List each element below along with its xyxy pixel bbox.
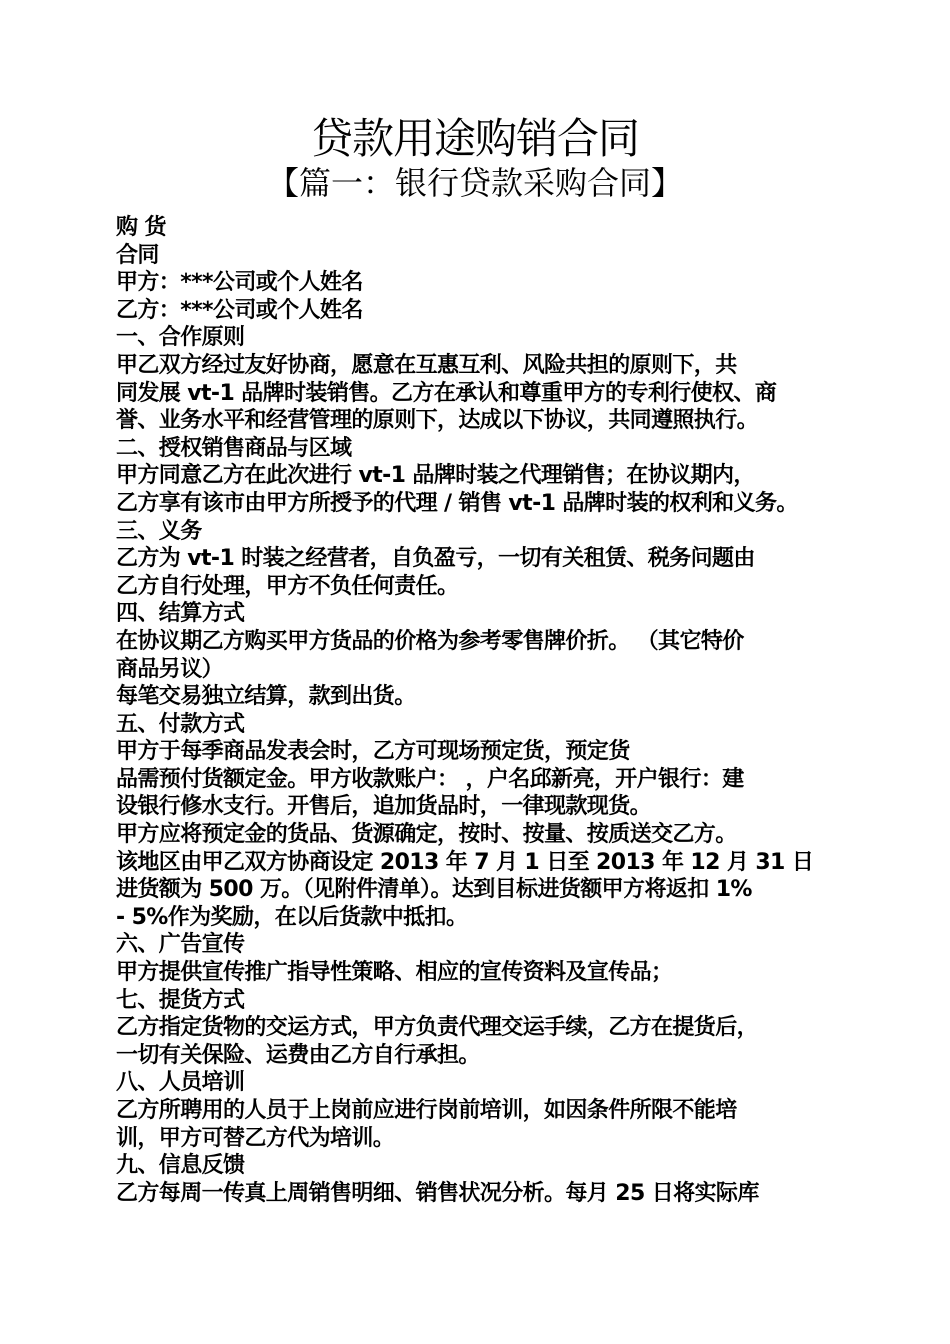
document-line: 同发展 vt-1 品牌时装销售。乙方在承认和尊重甲方的专利行使权、商: [116, 380, 777, 406]
document-title: 贷款用途购销合同: [310, 114, 639, 163]
document-line: - 5%作为奖励，在以后货款中抵扣。: [116, 904, 468, 930]
document-line: 设银行修水支行。开售后，追加货品时，一律现款现货。: [116, 794, 652, 820]
document-line: 乙方自行处理，甲方不负任何责任。: [116, 573, 459, 599]
document-line: 甲乙双方经过友好协商，愿意在互惠互利、风险共担的原则下，共: [116, 352, 737, 378]
document-line: 一切有关保险、运费由乙方自行承担。: [116, 1042, 480, 1068]
document-subtitle: 【篇一：银行贷款采购合同】: [266, 164, 683, 202]
document-line: 每笔交易独立结算，款到出货。: [116, 684, 416, 710]
document-line: 甲方同意乙方在此次进行 vt-1 品牌时装之代理销售；在协议期内，: [116, 463, 755, 489]
document-line: 四、结算方式: [116, 601, 245, 627]
document-line: 甲方提供宣传推广指导性策略、相应的宣传资料及宣传品；: [116, 960, 673, 986]
document-line: 七、提货方式: [116, 987, 245, 1013]
document-line: 乙方：***公司或个人姓名: [116, 297, 363, 323]
document-line: 合同: [116, 242, 159, 268]
document-line: 六、广告宣传: [116, 932, 245, 958]
document-line: 进货额为 500 万。（见附件清单）。达到目标进货额甲方将返扣 1%: [116, 877, 752, 903]
document-line: 训，甲方可替乙方代为培训。: [116, 1125, 395, 1151]
document-body: [116, 214, 856, 1207]
document-line: 品需预付货额定金。甲方收款账户： ，户名邱新亮，开户银行：建: [116, 766, 744, 792]
document-line: 甲方：***公司或个人姓名: [116, 270, 363, 296]
document-line: 誉、业务水平和经营管理的原则下，达成以下协议，共同遵照执行。: [116, 408, 759, 434]
document-line: 五、付款方式: [116, 711, 245, 737]
document-line: 甲方于每季商品发表会时，乙方可现场预定货，预定货: [116, 739, 630, 765]
document-line: 九、信息反馈: [116, 1153, 245, 1179]
document-line: 乙方所聘用的人员于上岗前应进行岗前培训，如因条件所限不能培: [116, 1098, 737, 1123]
document-line: 该地区由甲乙双方协商设定 2013 年 7 月 1 日至 2013 年 12 月 31 日: [116, 849, 814, 875]
document-line: 一、合作原则: [116, 325, 245, 351]
document-line: 在协议期乙方购买甲方货品的价格为参考零售牌价折。 （其它特价: [116, 628, 744, 654]
document-line: 乙方享有该市由甲方所授予的代理 / 销售 vt-1 品牌时装的权利和义务。: [116, 490, 798, 516]
document-line: 甲方应将预定金的货品、货源确定，按时、按量、按质送交乙方。: [116, 822, 737, 848]
document-line: 乙方指定货物的交运方式，甲方负责代理交运手续，乙方在提货后，: [116, 1015, 759, 1041]
document-line: 八、人员培训: [116, 1070, 245, 1096]
document-line: 乙方每周一传真上周销售明细、销售状况分析。每月 25 日将实际库: [116, 1180, 759, 1206]
document-line: 商品另议）: [116, 656, 224, 682]
document-line: 乙方为 vt-1 时装之经营者，自负盈亏，一切有关租赁、税务问题由: [116, 546, 755, 572]
document-line: 三、义务: [116, 518, 202, 544]
document-line: 二、授权销售商品与区域: [116, 435, 352, 461]
document-line: 购 货: [116, 215, 166, 240]
